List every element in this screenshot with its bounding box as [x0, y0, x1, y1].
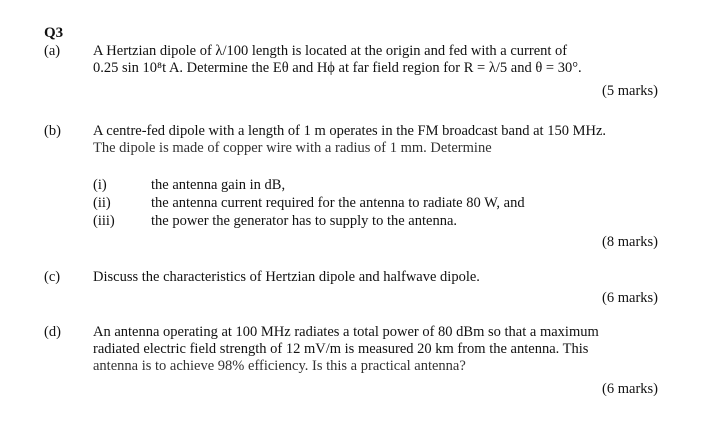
- part-b-text: [93, 123, 661, 157]
- part-b-item-ii-text: the antenna current required for the antenna to radiate 80 W, and: [151, 195, 525, 211]
- part-c-line-1: Discuss the characteristics of Hertzian dipole and halfwave dipole.: [93, 269, 480, 285]
- part-d-line-2: radiated electric field strength of 12 mV/m is measured 20 km from the antenna. This: [93, 341, 589, 357]
- part-b-item-i-text: the antenna gain in dB,: [151, 177, 286, 193]
- part-d-line-1: An antenna operating at 100 MHz radiates a total power of 80 dBm so that a maximum: [93, 324, 599, 340]
- part-a-label: (a): [44, 43, 61, 59]
- part-b-line-1: A centre-fed dipole with a length of 1 m operates in the FM broadcast band at 150 MHz.: [93, 123, 607, 139]
- part-a-text: [93, 43, 661, 77]
- part-b-item-iii-text: the power the generator has to supply to the antenna.: [151, 213, 458, 229]
- part-b-item-i-number: (i): [93, 177, 107, 193]
- part-b-subitems: [93, 177, 661, 231]
- part-b-marks: (8 marks): [602, 234, 658, 250]
- part-d-marks: (6 marks): [602, 381, 658, 397]
- part-d-label: (d): [44, 324, 61, 340]
- part-a-marks: (5 marks): [602, 83, 658, 99]
- part-b-item-ii-number: (ii): [93, 195, 111, 211]
- part-c-label: (c): [44, 269, 61, 285]
- part-a-line-2: 0.25 sin 10⁸t A. Determine the Eθ and Hϕ at far field region for R = λ/5 and θ = 30°.: [93, 60, 582, 76]
- part-b-line-2: The dipole is made of copper wire with a radius of 1 mm. Determine: [93, 140, 492, 156]
- part-b-label: (b): [44, 123, 61, 139]
- part-c-marks: (6 marks): [602, 290, 658, 306]
- part-a-line-1: A Hertzian dipole of λ/100 length is located at the origin and fed with a current of: [93, 43, 568, 59]
- part-b-item-iii-number: (iii): [93, 213, 115, 229]
- part-c-text: [93, 269, 661, 286]
- part-d-text: [93, 324, 661, 375]
- part-d-line-3: antenna is to achieve 98% efficiency. Is this a practical antenna?: [93, 358, 466, 374]
- question-title: Q3: [44, 25, 64, 41]
